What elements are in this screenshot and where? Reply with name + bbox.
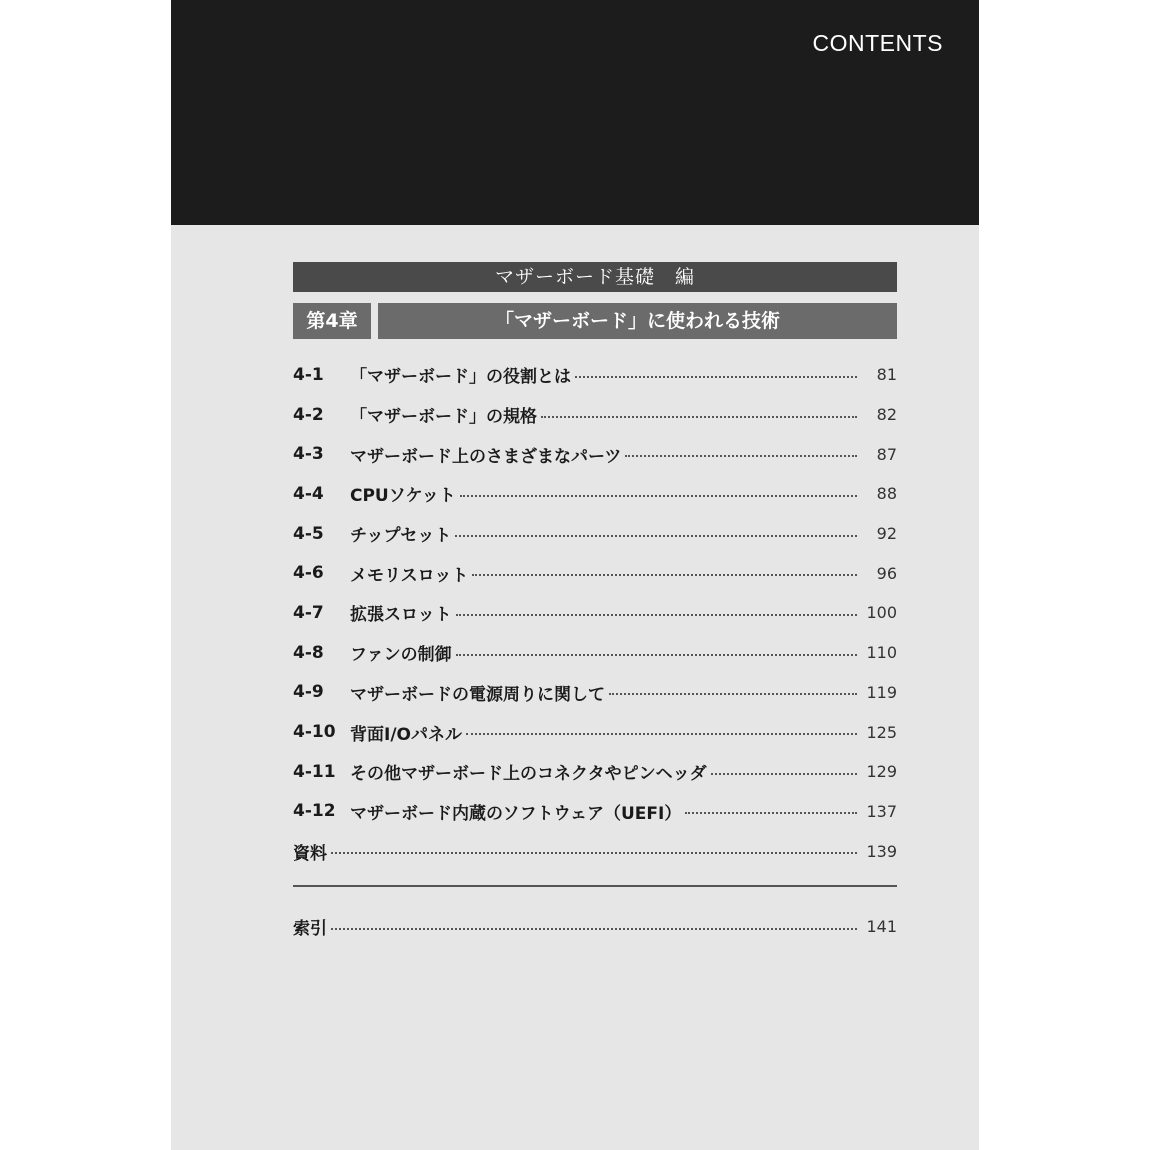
toc-entry-title: マザーボード内蔵のソフトウェア（UEFI） <box>350 803 682 824</box>
toc-entry[interactable] <box>293 712 897 752</box>
toc-entry[interactable] <box>293 553 897 593</box>
chapter-number: 第4章 <box>293 303 371 339</box>
toc-entry-number: 4-10 <box>293 722 336 743</box>
dot-leader <box>685 812 857 814</box>
toc-entry-number: 4-9 <box>293 682 324 703</box>
dot-leader <box>711 773 857 775</box>
toc-entry-page: 129 <box>866 762 897 782</box>
toc-entry-page: 110 <box>866 643 897 663</box>
toc-entry-page: 119 <box>866 682 897 702</box>
dot-leader <box>466 733 857 735</box>
chapter-header <box>293 303 897 339</box>
dot-leader <box>456 614 857 616</box>
toc-entry-title: マザーボードの電源周りに関して <box>350 684 605 705</box>
toc-entry-title: 拡張スロット <box>350 605 452 626</box>
dot-leader <box>472 574 857 576</box>
toc-entry-page: 96 <box>876 563 897 583</box>
toc-entry-number: 4-3 <box>293 444 324 465</box>
toc-entry[interactable] <box>293 434 897 474</box>
toc-entry[interactable] <box>293 792 897 832</box>
section-divider <box>293 885 897 887</box>
toc-entry-index[interactable] <box>293 907 897 947</box>
toc-entry-page: 139 <box>866 841 897 861</box>
toc-entry-page: 82 <box>876 405 897 425</box>
toc-entry-page: 87 <box>876 444 897 464</box>
toc-entry-page: 88 <box>876 484 897 504</box>
toc-entry-title: ファンの制御 <box>350 645 452 666</box>
contents-label: CONTENTS <box>812 30 943 56</box>
toc-entry-number: 4-1 <box>293 364 324 385</box>
toc-entry-title: 「マザーボード」の役割とは <box>350 367 571 388</box>
toc-entry-page: 92 <box>876 524 897 544</box>
dot-leader <box>575 376 857 378</box>
dot-leader <box>609 693 857 695</box>
toc-entry[interactable] <box>293 395 897 435</box>
toc-entry[interactable] <box>293 474 897 514</box>
toc-entry-appendix[interactable] <box>293 831 897 871</box>
toc-entry-title: その他マザーボード上のコネクタやピンヘッダ <box>350 764 707 785</box>
toc-entry[interactable] <box>293 355 897 395</box>
dot-leader <box>625 455 857 457</box>
toc-entry[interactable] <box>293 633 897 673</box>
dot-leader <box>455 535 857 537</box>
toc-entry-title: CPUソケット <box>350 486 456 507</box>
toc-entry-number: 4-8 <box>293 642 324 663</box>
toc-entry-page: 137 <box>866 801 897 821</box>
toc-entry[interactable] <box>293 752 897 792</box>
dot-leader <box>331 928 857 930</box>
chapter-title: 「マザーボード」に使われる技術 <box>378 303 897 339</box>
dot-leader <box>460 495 857 497</box>
toc-entry-number: 4-5 <box>293 523 324 544</box>
dot-leader <box>456 654 857 656</box>
toc-entry-page: 125 <box>866 722 897 742</box>
index-page: 141 <box>866 917 897 937</box>
toc-entry-title: メモリスロット <box>350 565 469 586</box>
toc-entry-title: チップセット <box>350 526 452 547</box>
toc-entry-number: 4-6 <box>293 563 324 584</box>
toc-entry-title: 「マザーボード」の規格 <box>350 407 537 428</box>
toc-entry-number: 4-2 <box>293 404 324 425</box>
dot-leader <box>541 416 857 418</box>
toc-entry-number: 4-11 <box>293 761 336 782</box>
toc-entry-page: 81 <box>876 365 897 385</box>
toc-list <box>293 355 897 871</box>
toc-entry[interactable] <box>293 593 897 633</box>
part-title-bar: マザーボード基礎 編 <box>293 262 897 292</box>
toc-entry-title: 背面I/Oパネル <box>350 724 462 745</box>
toc-entry-number: 4-12 <box>293 801 336 822</box>
toc-entry[interactable] <box>293 514 897 554</box>
dot-leader <box>331 852 857 854</box>
toc-entry-page: 100 <box>866 603 897 623</box>
toc-entry-number: 4-4 <box>293 483 324 504</box>
toc-entry[interactable] <box>293 673 897 713</box>
toc-entry-title: 資料 <box>293 843 327 864</box>
toc-page <box>171 0 979 1150</box>
toc-entry-title: マザーボード上のさまざまなパーツ <box>350 446 622 467</box>
toc-entry-number: 4-7 <box>293 602 324 623</box>
header-band <box>171 0 979 225</box>
index-title: 索引 <box>293 919 327 940</box>
